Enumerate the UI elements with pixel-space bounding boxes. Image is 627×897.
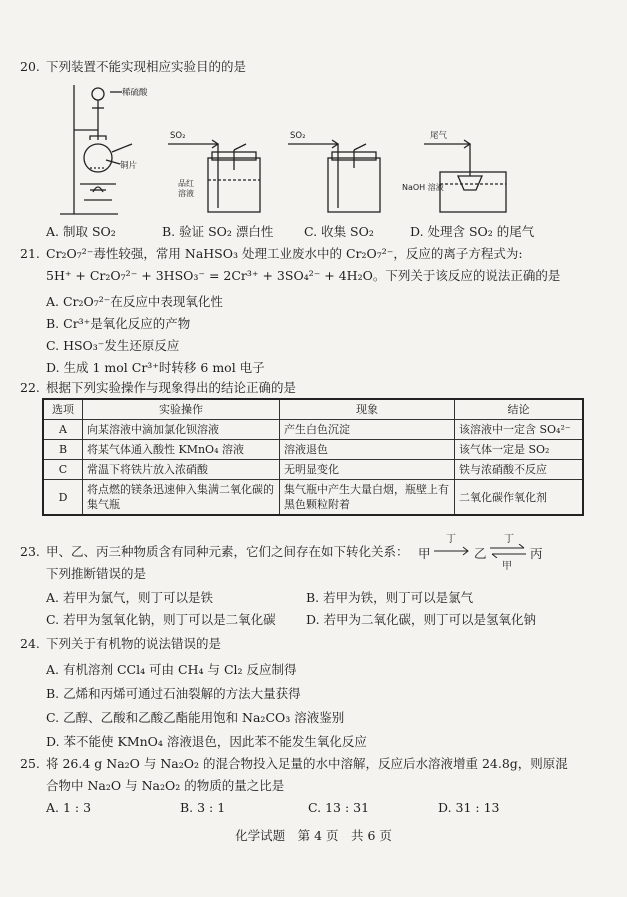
- table-cell: B: [43, 440, 83, 460]
- question-number: 24.: [20, 636, 40, 651]
- question-stem-2: 合物中 Na₂O 与 Na₂O₂ 的物质的量之比是: [46, 778, 285, 793]
- page-footer: 化学试题 第 4 页 共 6 页: [235, 828, 392, 843]
- q23-option-a: A. 若甲为氯气，则丁可以是铁: [46, 590, 213, 605]
- table-cell: C: [43, 460, 83, 480]
- table-row: [43, 480, 583, 516]
- apparatus-figure: [40, 80, 580, 220]
- table-header: 现象: [280, 399, 455, 420]
- species-bing: 丙: [530, 546, 543, 561]
- question-number: 20.: [20, 59, 40, 74]
- table-cell: 二氧化碳作氧化剂: [455, 480, 584, 516]
- q21-option-a: A. Cr₂O₇²⁻在反应中表现氧化性: [46, 294, 223, 309]
- table-cell: 向某溶液中滴加氯化钡溶液: [83, 420, 280, 440]
- q25-option-d: D. 31 : 13: [438, 800, 500, 815]
- apparatus-a: [60, 85, 132, 214]
- table-cell: 无明显变化: [280, 460, 455, 480]
- q21-option-d: D. 生成 1 mol Cr³⁺时转移 6 mol 电子: [46, 360, 265, 375]
- table-cell: 铁与浓硝酸不反应: [455, 460, 584, 480]
- table-cell: D: [43, 480, 83, 516]
- apparatus-d: [424, 140, 506, 212]
- table-cell: 将点燃的镁条迅速伸入集满二氧化碳的集气瓶: [83, 480, 280, 516]
- table-cell: A: [43, 420, 83, 440]
- species-yi: 乙: [474, 546, 487, 561]
- q24-option-c: C. 乙醇、乙酸和乙酸乙酯能用饱和 Na₂CO₃ 溶液鉴别: [46, 710, 345, 725]
- question-number: 25.: [20, 756, 40, 771]
- table-cell: 集气瓶中产生大量白烟，瓶壁上有黑色颗粒附着: [280, 480, 455, 516]
- table-cell: 溶液退色: [280, 440, 455, 460]
- question-stem: 将 26.4 g Na₂O 与 Na₂O₂ 的混合物投入足量的水中溶解，反应后水溶液增重 24.8g，则原混: [46, 756, 568, 771]
- q20-option-c: C. 收集 SO₂: [304, 224, 374, 239]
- forward-arrow-1: [434, 546, 470, 556]
- table-cell: 常温下将铁片放入浓硝酸: [83, 460, 280, 480]
- rongye-label: 溶液: [178, 189, 194, 198]
- table-header: 结论: [455, 399, 584, 420]
- table-row: [43, 460, 583, 480]
- pinhong-label: 品红: [178, 179, 194, 188]
- q23-option-d: D. 若甲为二氧化碳，则丁可以是氢氧化钠: [306, 612, 537, 627]
- question-stem: 下列关于有机物的说法错误的是: [46, 636, 222, 651]
- table-cell: 该气体一定是 SO₂: [455, 440, 584, 460]
- question-number: 23.: [20, 544, 40, 559]
- weiqi-label: 尾气: [430, 131, 448, 141]
- table-row: [43, 420, 583, 440]
- question-number: 22.: [20, 380, 40, 395]
- q20-option-a: A. 制取 SO₂: [46, 224, 116, 239]
- q23-option-c: C. 若甲为氢氧化钠，则丁可以是二氧化碳: [46, 612, 276, 627]
- table-cell: 该溶液中一定含 SO₄²⁻: [455, 420, 584, 440]
- so2-arrow-label-b: SO₂: [170, 131, 186, 141]
- q21-option-c: C. HSO₃⁻发生还原反应: [46, 338, 180, 353]
- table-header-row: [43, 399, 583, 420]
- q25-option-b: B. 3 : 1: [180, 800, 226, 815]
- question-stem: 根据下列实验操作与现象得出的结论正确的是: [46, 380, 297, 395]
- q24-option-a: A. 有机溶剂 CCl₄ 可由 CH₄ 与 Cl₂ 反应制得: [46, 662, 297, 677]
- so2-arrow-label-c: SO₂: [290, 131, 306, 141]
- question-stem-2: 下列推断错误的是: [46, 566, 147, 581]
- question-number: 21.: [20, 246, 40, 261]
- reversible-arrow: [490, 544, 526, 558]
- apparatus-c: [288, 140, 380, 212]
- table-cell: 将某气体通入酸性 KMnO₄ 溶液: [83, 440, 280, 460]
- table-row: [43, 440, 583, 460]
- question-stem: 下列装置不能实现相应实验目的的是: [46, 59, 247, 74]
- question-stem: Cr₂O₇²⁻毒性较强，常用 NaHSO₃ 处理工业废水中的 Cr₂O₇²⁻，反应的离子方程式为:: [46, 246, 523, 261]
- reaction-equation: 5H⁺ + Cr₂O₇²⁻ + 3HSO₃⁻ = 2Cr³⁺ + 3SO₄²⁻ + 4H₂O。下列关于该反应的说法正确的是: [46, 268, 561, 283]
- q21-option-b: B. Cr³⁺是氧化反应的产物: [46, 316, 191, 331]
- conversion-scheme: [418, 530, 568, 570]
- q25-option-c: C. 13 : 31: [308, 800, 370, 815]
- acid-label: 稀硫酸: [122, 88, 148, 98]
- experiment-table: [42, 398, 584, 516]
- table-cell: 产生白色沉淀: [280, 420, 455, 440]
- q20-option-b: B. 验证 SO₂ 漂白性: [162, 224, 274, 239]
- species-jia: 甲: [418, 546, 431, 561]
- reagent-ding-1: 丁: [446, 534, 456, 545]
- naoh-label: NaOH 溶液: [402, 183, 444, 192]
- apparatus-b: [168, 140, 260, 212]
- reagent-jia: 甲: [502, 561, 512, 572]
- q25-option-a: A. 1 : 3: [46, 800, 92, 815]
- question-stem: 甲、乙、丙三种物质含有同种元素，它们之间存在如下转化关系：: [46, 544, 409, 559]
- table-header: 选项: [43, 399, 83, 420]
- q24-option-b: B. 乙烯和丙烯可通过石油裂解的方法大量获得: [46, 686, 301, 701]
- table-header: 实验操作: [83, 399, 280, 420]
- q20-option-d: D. 处理含 SO₂ 的尾气: [410, 224, 535, 239]
- copper-label: 铜片: [120, 161, 138, 171]
- q23-option-b: B. 若甲为铁，则丁可以是氯气: [306, 590, 474, 605]
- reagent-ding-2: 丁: [504, 534, 514, 545]
- q24-option-d: D. 苯不能使 KMnO₄ 溶液退色，因此苯不能发生氧化反应: [46, 734, 367, 749]
